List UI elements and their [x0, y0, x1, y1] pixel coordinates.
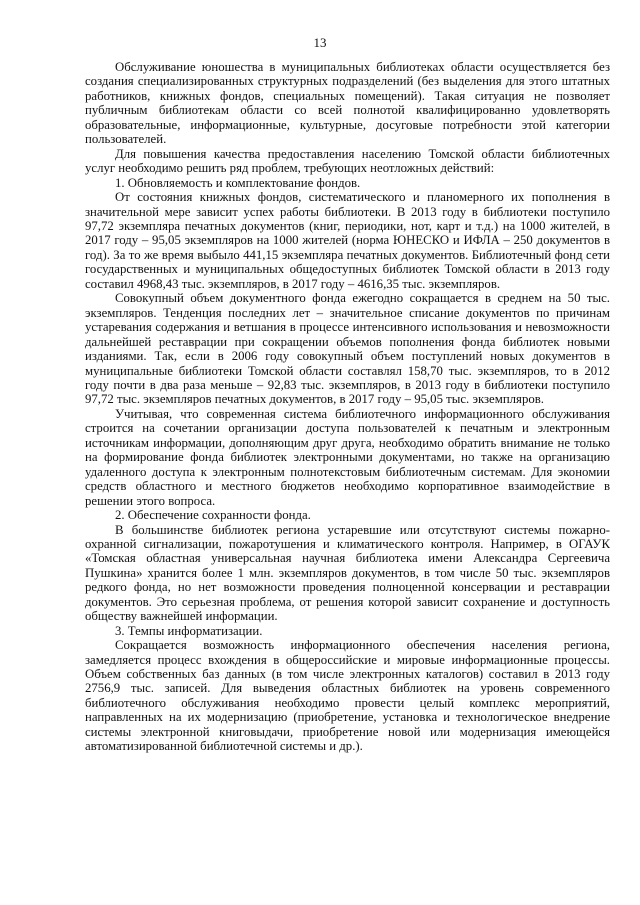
heading-fund-preservation: 2. Обеспечение сохранности фонда. — [115, 508, 311, 523]
paragraph-fire-safety: В большинстве библиотек региона устаревшие или отсутствуют системы пожарно-охранной сигнализации, пожаротушения и климатического контроля. Например, в ОГАУК «Томская областная универсальная научная библиотека имени Александра Сергеевича Пушкина» хранится более 1 млн. экземпляров документов, в том числе 50 тыс. экземпляров редкого фонда, но нет возможности проведения полноценной консервации и реставрации документов. Это серьезная проблема, от решения которой зависит сохранение и доступность обществу важнейшей информации. — [85, 522, 610, 624]
paragraph-electronic-access: Учитывая, что современная система библиотечного информационного обслуживания строится на сочетании организации доступа пользователей к печатным и электронным источникам информации, дополняющим друг друга, необходимо обратить внимание не только на формирование фонда библиотек электронными документами, но также на организацию удаленного доступа к электронным полнотекстовым библиотечным системам. Для экономии средств областного и местного бюджетов необходимо корпоративное взаимодействие в решении этого вопроса. — [85, 406, 610, 508]
heading-informatization: 3. Темпы информатизации. — [115, 623, 263, 638]
paragraph-problems-intro: Для повышения качества предоставления населению Томской области библиотечных услуг необходимо решить ряд проблем, требующих неотложных действий: — [85, 146, 610, 176]
paragraph-informatization: Сокращается возможность информационного обеспечения населения региона, замедляется процесс вхождения в общероссийские и мировые информационные процессы. Объем собственных баз данных (в том числе электронных каталогов) составил в 2013 году 2756,9 тыс. записей. Для выведения областных библиотек на уровень современного библиотечного обслуживания необходимо провести целый комплекс мероприятий, направленных на их модернизацию (приобретение, установка и технологическое внедрение системы электронной книговыдачи, приобретение новой или модернизация имеющейся автоматизированной библиотечной системы и др.). — [85, 638, 610, 754]
paragraph-fund-state: От состояния книжных фондов, систематического и планомерного их пополнения в значительной мере зависит успех работы библиотеки. В 2013 году в библиотеки поступило 97,72 экземпляра печатных документов (книг, периодики, нот, карт и т.д.) на 1000 жителей, в 2017 году – 95,05 экземпляров на 1000 жителей (норма ЮНЕСКО и ИФЛА – 250 документов в год). За то же время выбыло 441,15 экземпляра печатных документов. Библиотечный фонд сети государственных и муниципальных общедоступных библиотек Томской области в 2013 году составил 4968,43 тыс. экземпляров, в 2017 году – 4616,35 тыс. экземпляров. — [85, 190, 610, 291]
page-number: 13 — [313, 35, 327, 50]
paragraph-youth-service: Обслуживание юношества в муниципальных библиотеках области осуществляется без создания специализированных структурных подразделений (без выделения для этого штатных работников, книжных фондов, специальных помещений). Такая ситуация не позволяет публичным библиотекам области со всей полнотой квалифицированно удовлетворять образовательные, информационные, культурные, досуговые потребности этой категории пользователей. — [85, 60, 610, 147]
heading-fund-renewal: 1. Обновляемость и комплектование фондов. — [115, 175, 361, 190]
document-body — [85, 60, 610, 754]
paragraph-fund-reduction: Совокупный объем документного фонда ежегодно сокращается в среднем на 50 тыс. экземпляров. Тенденция последних лет – значительное списание документов по причинам устаревания содержания и ветшания в процессе интенсивного использования и невозможности дальнейшей реставрации при сокращении объемов пополнения фонда библиотек новыми изданиями. Так, если в 2006 году совокупный объем поступлений новых документов в муниципальные библиотеки Томской области составлял 158,70 тыс. экземпляров, то в 2012 году почти в два раза меньше – 92,83 тыс. экземпляров, в 2013 году в библиотеки поступило 97,72 тыс. экземпляров печатных документов, в 2017 году – 95,05 тыс. экземпляров. — [85, 291, 610, 407]
